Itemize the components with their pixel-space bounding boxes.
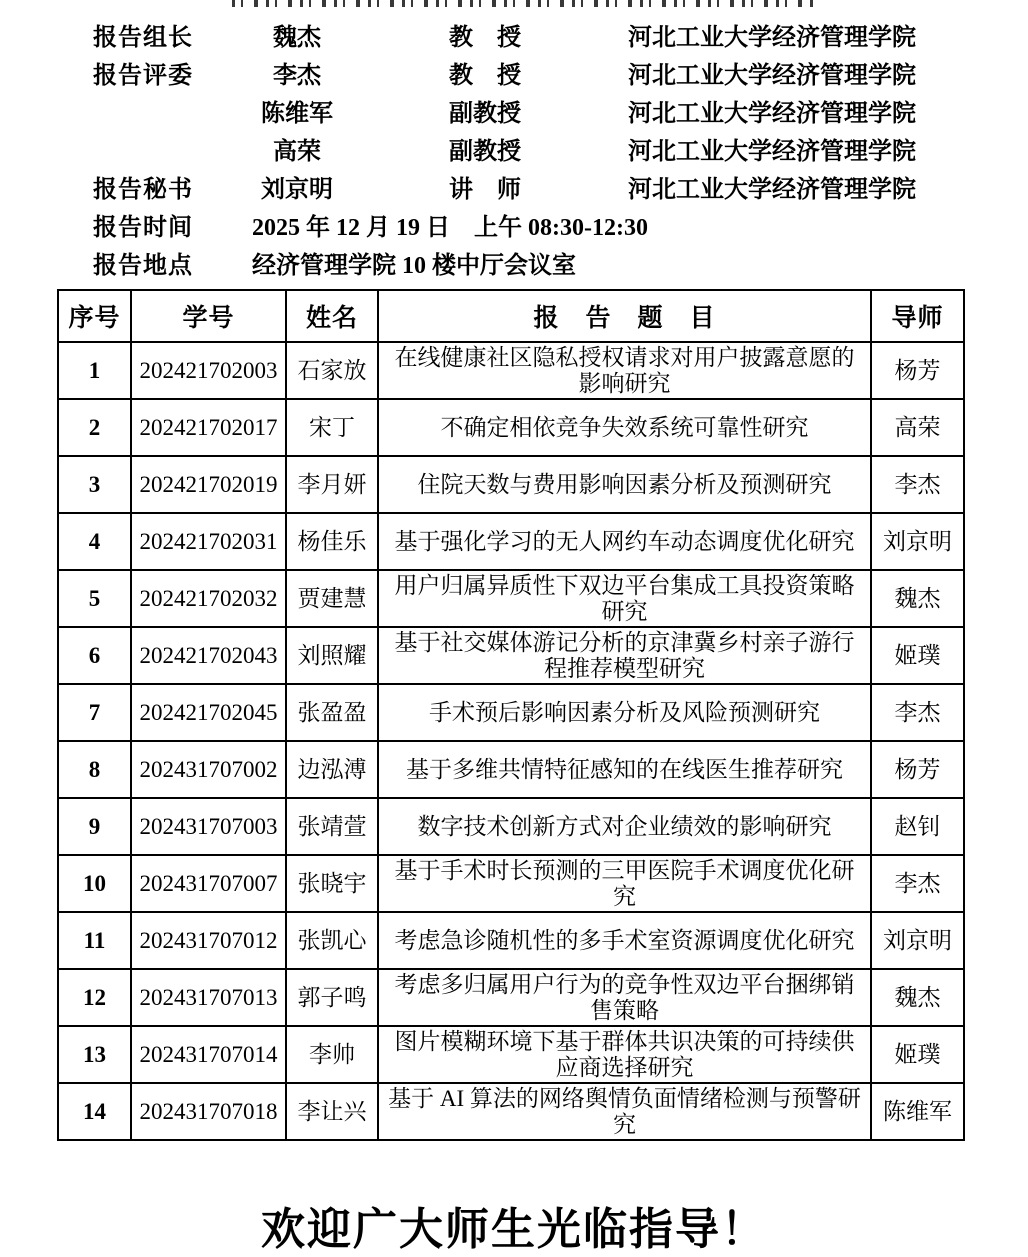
report-schedule-table [57, 289, 965, 1141]
cell-no: 4 [58, 513, 131, 570]
person-org: 河北工业大学经济管理学院 [628, 138, 916, 165]
cell-student-id: 202421702045 [131, 684, 286, 741]
table-header-row [58, 290, 964, 342]
info-label: 报告时间 [93, 214, 193, 241]
col-header-student-id: 学号 [131, 290, 286, 342]
table-row [58, 912, 964, 969]
info-row-time [0, 205, 1028, 243]
cell-topic: 考虑急诊随机性的多手术室资源调度优化研究 [378, 912, 871, 969]
table-row [58, 570, 964, 627]
clipped-title-remnant [232, 0, 818, 7]
welcome-message: 欢迎广大师生光临指导！ [261, 1205, 767, 1254]
cell-name: 张盈盈 [286, 684, 378, 741]
info-row-secretary [0, 167, 1028, 205]
cell-name: 张晓宇 [286, 855, 378, 912]
cell-no: 9 [58, 798, 131, 855]
cell-advisor: 李杰 [871, 684, 964, 741]
cell-topic: 图片模糊环境下基于群体共识决策的可持续供应商选择研究 [378, 1026, 871, 1083]
report-time-value: 2025 年 12 月 19 日 上午 08:30-12:30 [252, 214, 648, 241]
cell-no: 11 [58, 912, 131, 969]
cell-no: 6 [58, 627, 131, 684]
cell-advisor: 刘京明 [871, 912, 964, 969]
cell-no: 12 [58, 969, 131, 1026]
cell-topic: 不确定相依竞争失效系统可靠性研究 [378, 399, 871, 456]
cell-no: 10 [58, 855, 131, 912]
person-title: 副教授 [449, 138, 521, 165]
cell-student-id: 202421702043 [131, 627, 286, 684]
cell-advisor: 李杰 [871, 456, 964, 513]
cell-topic: 住院天数与费用影响因素分析及预测研究 [378, 456, 871, 513]
cell-student-id: 202431707003 [131, 798, 286, 855]
cell-topic: 数字技术创新方式对企业绩效的影响研究 [378, 798, 871, 855]
cell-advisor: 姬璞 [871, 627, 964, 684]
cell-name: 刘照耀 [286, 627, 378, 684]
cell-student-id: 202431707013 [131, 969, 286, 1026]
cell-name: 杨佳乐 [286, 513, 378, 570]
cell-no: 1 [58, 342, 131, 399]
info-label: 报告地点 [93, 252, 193, 279]
cell-student-id: 202421702003 [131, 342, 286, 399]
info-row-committee-3 [0, 129, 1028, 167]
cell-advisor: 高荣 [871, 399, 964, 456]
cell-student-id: 202421702032 [131, 570, 286, 627]
info-row-committee-1 [0, 53, 1028, 91]
person-name: 高荣 [273, 138, 321, 165]
table-row [58, 741, 964, 798]
cell-student-id: 202421702017 [131, 399, 286, 456]
person-title: 讲 师 [449, 176, 521, 203]
info-label: 报告秘书 [93, 176, 193, 203]
info-row-committee-2 [0, 91, 1028, 129]
cell-name: 宋丁 [286, 399, 378, 456]
cell-name: 张凯心 [286, 912, 378, 969]
cell-no: 3 [58, 456, 131, 513]
cell-name: 张靖萱 [286, 798, 378, 855]
table-row [58, 456, 964, 513]
cell-no: 13 [58, 1026, 131, 1083]
info-row-place [0, 243, 1028, 281]
col-header-name: 姓名 [286, 290, 378, 342]
cell-student-id: 202421702019 [131, 456, 286, 513]
person-org: 河北工业大学经济管理学院 [628, 62, 916, 89]
cell-student-id: 202431707002 [131, 741, 286, 798]
table-row [58, 399, 964, 456]
cell-name: 李月妍 [286, 456, 378, 513]
col-header-no: 序号 [58, 290, 131, 342]
person-name: 李杰 [273, 62, 321, 89]
cell-student-id: 202431707014 [131, 1026, 286, 1083]
table-row [58, 798, 964, 855]
cell-student-id: 202431707007 [131, 855, 286, 912]
info-label: 报告评委 [93, 62, 193, 89]
cell-advisor: 刘京明 [871, 513, 964, 570]
info-label: 报告组长 [93, 24, 193, 51]
cell-topic: 手术预后影响因素分析及风险预测研究 [378, 684, 871, 741]
cell-name: 石家放 [286, 342, 378, 399]
cell-name: 郭子鸣 [286, 969, 378, 1026]
table-row [58, 684, 964, 741]
cell-name: 李让兴 [286, 1083, 378, 1140]
table-row [58, 855, 964, 912]
cell-topic: 考虑多归属用户行为的竞争性双边平台捆绑销售策略 [378, 969, 871, 1026]
person-name: 陈维军 [261, 100, 333, 127]
cell-advisor: 魏杰 [871, 570, 964, 627]
cell-no: 14 [58, 1083, 131, 1140]
cell-no: 5 [58, 570, 131, 627]
table-row [58, 513, 964, 570]
table-row [58, 627, 964, 684]
cell-topic: 基于手术时长预测的三甲医院手术调度优化研究 [378, 855, 871, 912]
cell-name: 李帅 [286, 1026, 378, 1083]
cell-topic: 基于 AI 算法的网络舆情负面情绪检测与预警研究 [378, 1083, 871, 1140]
person-org: 河北工业大学经济管理学院 [628, 24, 916, 51]
cell-topic: 基于多维共情特征感知的在线医生推荐研究 [378, 741, 871, 798]
person-name: 刘京明 [261, 176, 333, 203]
person-title: 副教授 [449, 100, 521, 127]
info-row-leader [0, 15, 1028, 53]
cell-advisor: 陈维军 [871, 1083, 964, 1140]
cell-advisor: 魏杰 [871, 969, 964, 1026]
table-row [58, 1026, 964, 1083]
cell-student-id: 202421702031 [131, 513, 286, 570]
person-title: 教 授 [449, 24, 521, 51]
cell-advisor: 李杰 [871, 855, 964, 912]
table-row [58, 1083, 964, 1140]
col-header-topic: 报 告 题 目 [378, 290, 871, 342]
cell-advisor: 杨芳 [871, 741, 964, 798]
cell-advisor: 杨芳 [871, 342, 964, 399]
cell-advisor: 姬璞 [871, 1026, 964, 1083]
col-header-advisor: 导师 [871, 290, 964, 342]
cell-no: 8 [58, 741, 131, 798]
cell-no: 2 [58, 399, 131, 456]
table-row [58, 969, 964, 1026]
cell-student-id: 202431707012 [131, 912, 286, 969]
report-info-block [0, 0, 1028, 281]
cell-no: 7 [58, 684, 131, 741]
cell-topic: 在线健康社区隐私授权请求对用户披露意愿的影响研究 [378, 342, 871, 399]
person-org: 河北工业大学经济管理学院 [628, 100, 916, 127]
cell-topic: 基于强化学习的无人网约车动态调度优化研究 [378, 513, 871, 570]
cell-name: 贾建慧 [286, 570, 378, 627]
report-place-value: 经济管理学院 10 楼中厅会议室 [252, 252, 576, 279]
table-row [58, 342, 964, 399]
person-org: 河北工业大学经济管理学院 [628, 176, 916, 203]
cell-topic: 用户归属异质性下双边平台集成工具投资策略研究 [378, 570, 871, 627]
cell-topic: 基于社交媒体游记分析的京津冀乡村亲子游行程推荐模型研究 [378, 627, 871, 684]
cell-advisor: 赵钊 [871, 798, 964, 855]
person-title: 教 授 [449, 62, 521, 89]
cell-name: 边泓溥 [286, 741, 378, 798]
person-name: 魏杰 [273, 24, 321, 51]
cell-student-id: 202431707018 [131, 1083, 286, 1140]
